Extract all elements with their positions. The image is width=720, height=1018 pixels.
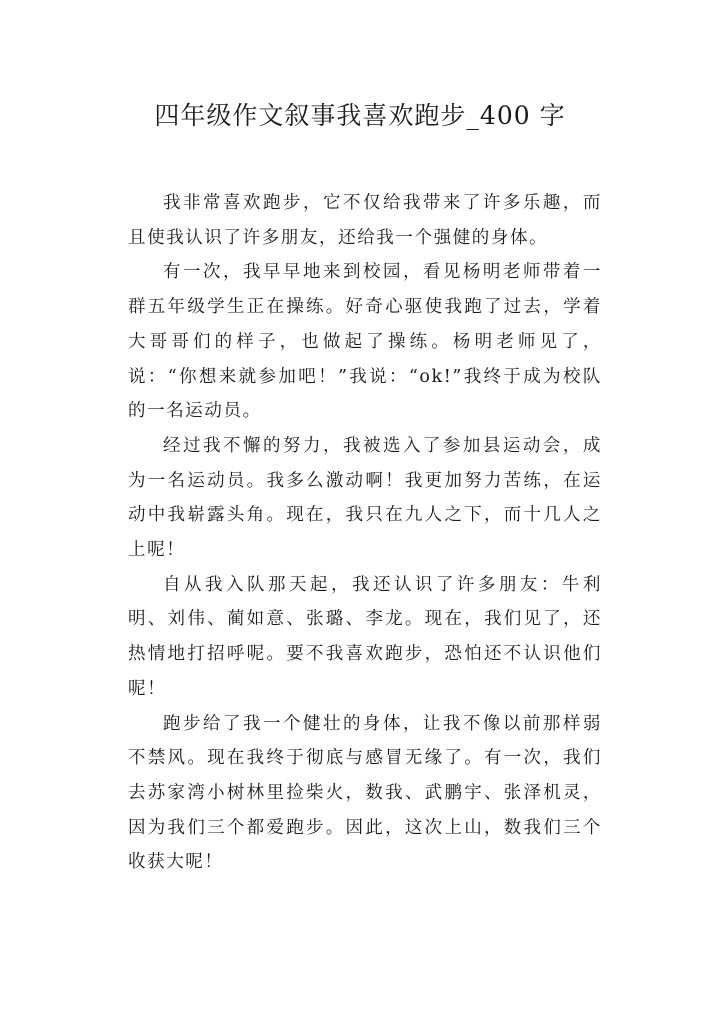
paragraph-3: 经过我不懈的努力，我被选入了参加县运动会，成为一名运动员。我多么激动啊！我更加努力苦练，在运动中我崭露头角。现在，我只在九人之下，而十几人之上呢！ [128, 435, 602, 561]
paragraph-1: 我非常喜欢跑步，它不仅给我带来了许多乐趣，而且使我认识了许多朋友，还给我一个强健的身体。 [128, 193, 602, 248]
paragraph-2: 有一次，我早早地来到校园，看见杨明老师带着一群五年级学生正在操练。好奇心驱使我跑了过去，学着大哥哥们的样子，也做起了操练。杨明老师见了，说：“你想来就参加吧！”我说：“ok!”我终于成为校队的一名运动员。 [128, 262, 602, 422]
document-body [128, 186, 602, 880]
document-title: 四年级作文叙事我喜欢跑步_400 字 [154, 101, 566, 130]
paragraph-5: 跑步给了我一个健壮的身体，让我不像以前那样弱不禁风。现在我终于彻底与感冒无缘了。有一次，我们去苏家湾小树林里捡柴火，数我、武鹏宇、张泽机灵，因为我们三个都爱跑步。因此，这次上山，数我们三个收获大呢！ [128, 713, 602, 873]
paragraph-4: 自从我入队那天起，我还认识了许多朋友：牛利明、刘伟、蔺如意、张璐、李龙。现在，我们见了，还热情地打招呼呢。要不我喜欢跑步，恐怕还不认识他们呢！ [128, 574, 602, 699]
